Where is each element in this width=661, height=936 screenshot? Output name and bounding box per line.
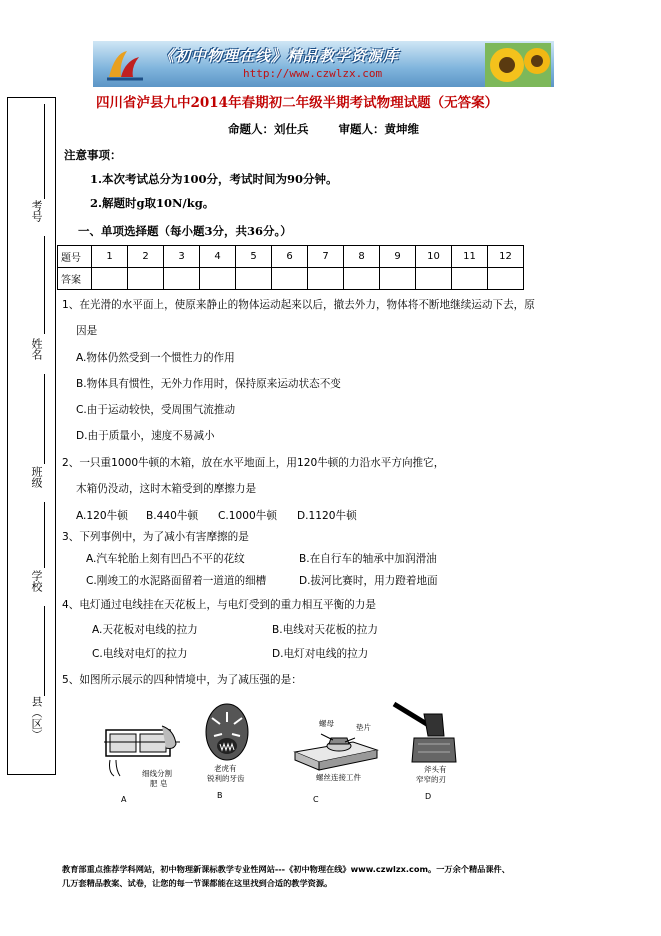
question-number: 4 — [200, 246, 236, 268]
q2-option-d: D.1120牛顿 — [297, 510, 357, 522]
fig-a-caption-2: 肥 皂 — [150, 779, 168, 788]
fig-a-caption: 细线分割 — [142, 769, 172, 778]
q2-option-c: C.1000牛顿 — [218, 510, 277, 522]
answer-cell[interactable] — [416, 268, 452, 290]
exam-no-line — [44, 104, 45, 199]
question-number: 9 — [380, 246, 416, 268]
exam-no-label: 考号 — [30, 200, 43, 222]
q3-stem: 3、下列事例中，为了减小有害摩擦的是 — [62, 531, 249, 543]
answer-table — [57, 245, 524, 290]
q1-stem: 1、在光滑的水平面上，使原来静止的物体运动起来以后，撤去外力，物体将不断地继续运动下去，原 — [62, 299, 535, 311]
answer-header: 答案 — [58, 268, 92, 290]
fig-d-label: D — [425, 792, 432, 801]
table-row — [58, 246, 524, 268]
question-number: 1 — [92, 246, 128, 268]
name-label: 姓名 — [30, 338, 43, 360]
axe-figure — [384, 694, 464, 764]
fig-c-label: C — [313, 795, 319, 804]
question-number: 10 — [416, 246, 452, 268]
answer-cell[interactable] — [128, 268, 164, 290]
q2-stem-cont: 木箱仍没动，这时木箱受到的摩擦力是 — [76, 483, 257, 495]
authors — [228, 121, 445, 137]
tiger-figure — [204, 702, 250, 764]
question-number: 8 — [344, 246, 380, 268]
footer-line-1: 教育部重点推荐学科网站，初中物理新课标教学专业性网站---《初中物理在线》www.czwlzx.com。一万余个精品课件、 — [62, 864, 510, 874]
q4-option-b: B.电线对天花板的拉力 — [272, 624, 378, 636]
q3-option-c: C.刚竣工的水泥路面留着一道道的细槽 — [86, 575, 267, 587]
q4-option-d: D.电灯对电线的拉力 — [272, 648, 369, 660]
answer-cell[interactable] — [92, 268, 128, 290]
q2-stem: 2、一只重1000牛顿的木箱，放在水平地面上，用120牛顿的力沿水平方向推它， — [62, 457, 445, 469]
answer-cell[interactable] — [272, 268, 308, 290]
fig-d-caption-2: 窄窄的刃 — [416, 775, 446, 784]
question-number: 2 — [128, 246, 164, 268]
answer-cell[interactable] — [164, 268, 200, 290]
q1-option-c: C.由于运动较快，受周围气流推动 — [76, 404, 236, 416]
question-number: 5 — [236, 246, 272, 268]
q1-option-a: A.物体仍然受到一个惯性力的作用 — [76, 352, 235, 364]
school-label: 学校 — [30, 570, 43, 592]
name-line — [44, 236, 45, 334]
answer-cell[interactable] — [452, 268, 488, 290]
question-number: 12 — [488, 246, 524, 268]
answer-cell[interactable] — [344, 268, 380, 290]
author-reviewer: 审题人：黄坤维 — [338, 122, 420, 136]
q1-option-b: B.物体具有惯性，无外力作用时，保持原来运动状态不变 — [76, 378, 341, 390]
site-banner — [93, 41, 554, 87]
section-title: 一、单项选择题（每小题3分，共36分。） — [78, 224, 292, 238]
q4-option-a: A.天花板对电线的拉力 — [92, 624, 198, 636]
q2-option-b: B.440牛顿 — [146, 510, 199, 522]
footer — [62, 862, 592, 890]
footer-line-2: 几万套精品教案、试卷，让您的每一节课都能在这里找到合适的教学资源。 — [62, 878, 333, 888]
class-line — [44, 374, 45, 464]
fig-c-caption: 螺丝连接工件 — [316, 773, 361, 782]
answer-cell[interactable] — [200, 268, 236, 290]
fig-b-caption-2: 锐利的牙齿 — [207, 774, 245, 783]
question-number-header: 题号 — [58, 246, 92, 268]
q4-stem: 4、电灯通过电线挂在天花板上，与电灯受到的重力相互平衡的力是 — [62, 599, 376, 611]
answer-cell[interactable] — [236, 268, 272, 290]
fig-c-washer-label: 垫片 — [356, 723, 371, 732]
question-number: 6 — [272, 246, 308, 268]
banner-url[interactable]: http://www.czwlzx.com — [243, 67, 383, 80]
site-logo-icon — [105, 47, 145, 83]
fig-c-nut-label: 螺母 — [319, 719, 334, 728]
question-number: 3 — [164, 246, 200, 268]
q1-stem-cont: 因是 — [76, 325, 98, 337]
answer-cell[interactable] — [308, 268, 344, 290]
banner-title: 《初中物理在线》精品教学资源库 — [159, 47, 400, 65]
fig-a-label: A — [121, 795, 127, 804]
fig-b-caption: 老虎有 — [214, 764, 237, 773]
answer-cell[interactable] — [488, 268, 524, 290]
author-setter: 命题人：刘仕兵 — [228, 122, 309, 136]
school-line — [44, 502, 45, 568]
answer-cell[interactable] — [380, 268, 416, 290]
question-number: 7 — [308, 246, 344, 268]
table-row — [58, 268, 524, 290]
note-item: 1.本次考试总分为100分，考试时间为90分钟。 — [90, 172, 338, 186]
nut-washer-figure — [293, 728, 379, 772]
fig-d-caption: 斧头有 — [424, 765, 447, 774]
q3-option-b: B.在自行车的轴承中加润滑油 — [299, 553, 437, 565]
note-item: 2.解题时g取10N/kg。 — [90, 196, 215, 210]
sunflower-icon — [485, 43, 551, 87]
q3-option-d: D.拔河比赛时，用力蹬着地面 — [299, 575, 438, 587]
binding-strip — [7, 97, 56, 775]
q1-option-d: D.由于质量小，速度不易减小 — [76, 430, 215, 442]
q5-stem: 5、如图所示展示的四种情境中，为了减压强的是： — [62, 674, 302, 686]
q4-option-c: C.电线对电灯的拉力 — [92, 648, 188, 660]
question-number: 11 — [452, 246, 488, 268]
fig-b-label: B — [217, 791, 223, 800]
q2-option-a: A.120牛顿 — [76, 510, 128, 522]
notes-heading: 注意事项： — [64, 148, 122, 162]
county-label: 县（区） — [30, 696, 43, 740]
page-title: 四川省泸县九中2014年春期初二年级半期考试物理试题（无答案） — [96, 95, 499, 111]
class-label: 班级 — [30, 466, 43, 488]
q3-option-a: A.汽车轮胎上刻有凹凸不平的花纹 — [86, 553, 245, 565]
county-line — [44, 606, 45, 696]
